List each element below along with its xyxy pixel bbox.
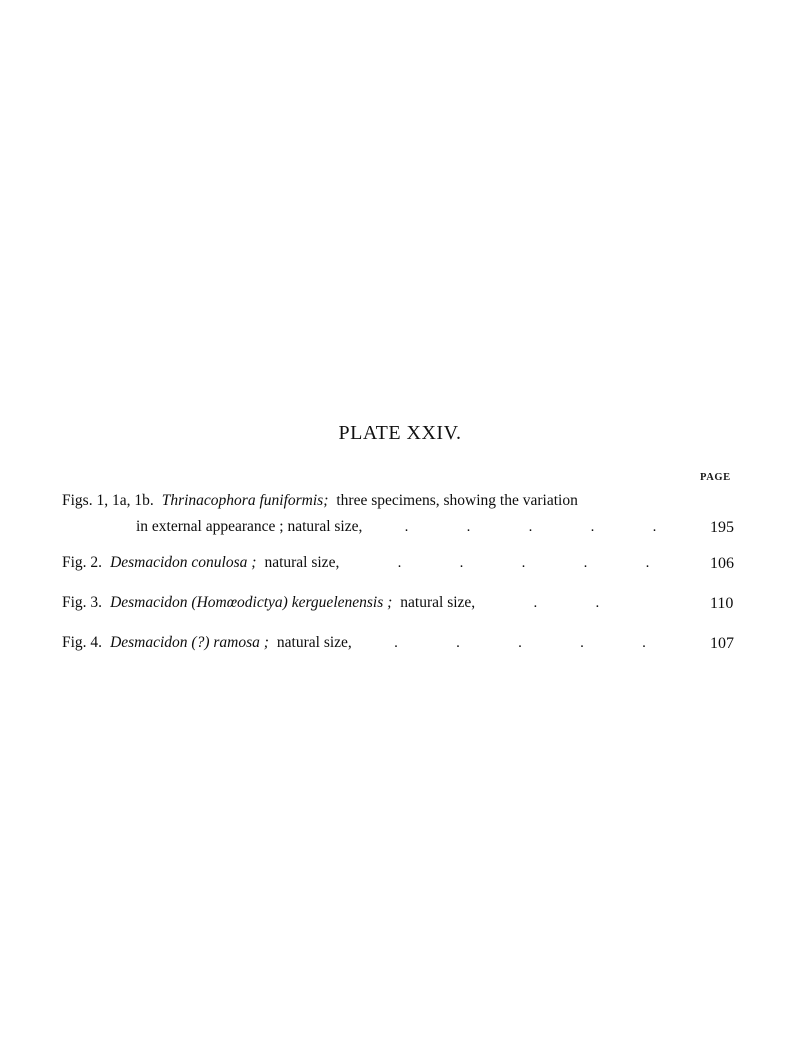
scientific-name: Desmacidon (Homœodictya) kerguelenensis ; [110,594,393,611]
entry-line-primary [62,488,752,514]
entry-description-continued: in external appearance ; natural size, [136,518,363,535]
scientific-name: Desmacidon conulosa ; [110,554,257,571]
leader-dots: . . [533,595,600,611]
entry-description: three specimens, showing the variation [336,492,578,509]
figure-label: Figs. 1, 1a, 1b. [62,492,154,509]
page-number: 110 [710,595,734,612]
leader-dots: . . . . . [394,635,646,651]
page-title: PLATE XXIV. [338,422,462,444]
list-item [62,488,752,540]
list-item [62,590,752,616]
page-number: 107 [710,635,734,652]
leader-dots: . . . . . [404,519,657,535]
list-item [62,630,752,656]
entry-description: natural size, [264,554,340,571]
figure-label: Fig. 3. [62,594,103,611]
scientific-name: Desmacidon (?) ramosa ; [110,634,269,651]
entry-line-secondary [62,514,752,540]
entry-description: natural size, [276,634,352,651]
figure-label: Fig. 2. [62,554,103,571]
plate-figure-list [62,488,752,670]
entry-description: natural size, [400,594,476,611]
list-item [62,550,752,576]
entry-line-primary [62,630,752,656]
page-number: 106 [710,555,734,572]
page-column-header: PAGE [700,472,731,483]
leader-dots: . . . . . [397,555,650,571]
entry-line-primary [62,590,752,616]
scientific-name: Thrinacophora funiformis; [161,492,329,509]
entry-line-primary [62,550,752,576]
figure-label: Fig. 4. [62,634,103,651]
page-number: 195 [710,519,734,536]
